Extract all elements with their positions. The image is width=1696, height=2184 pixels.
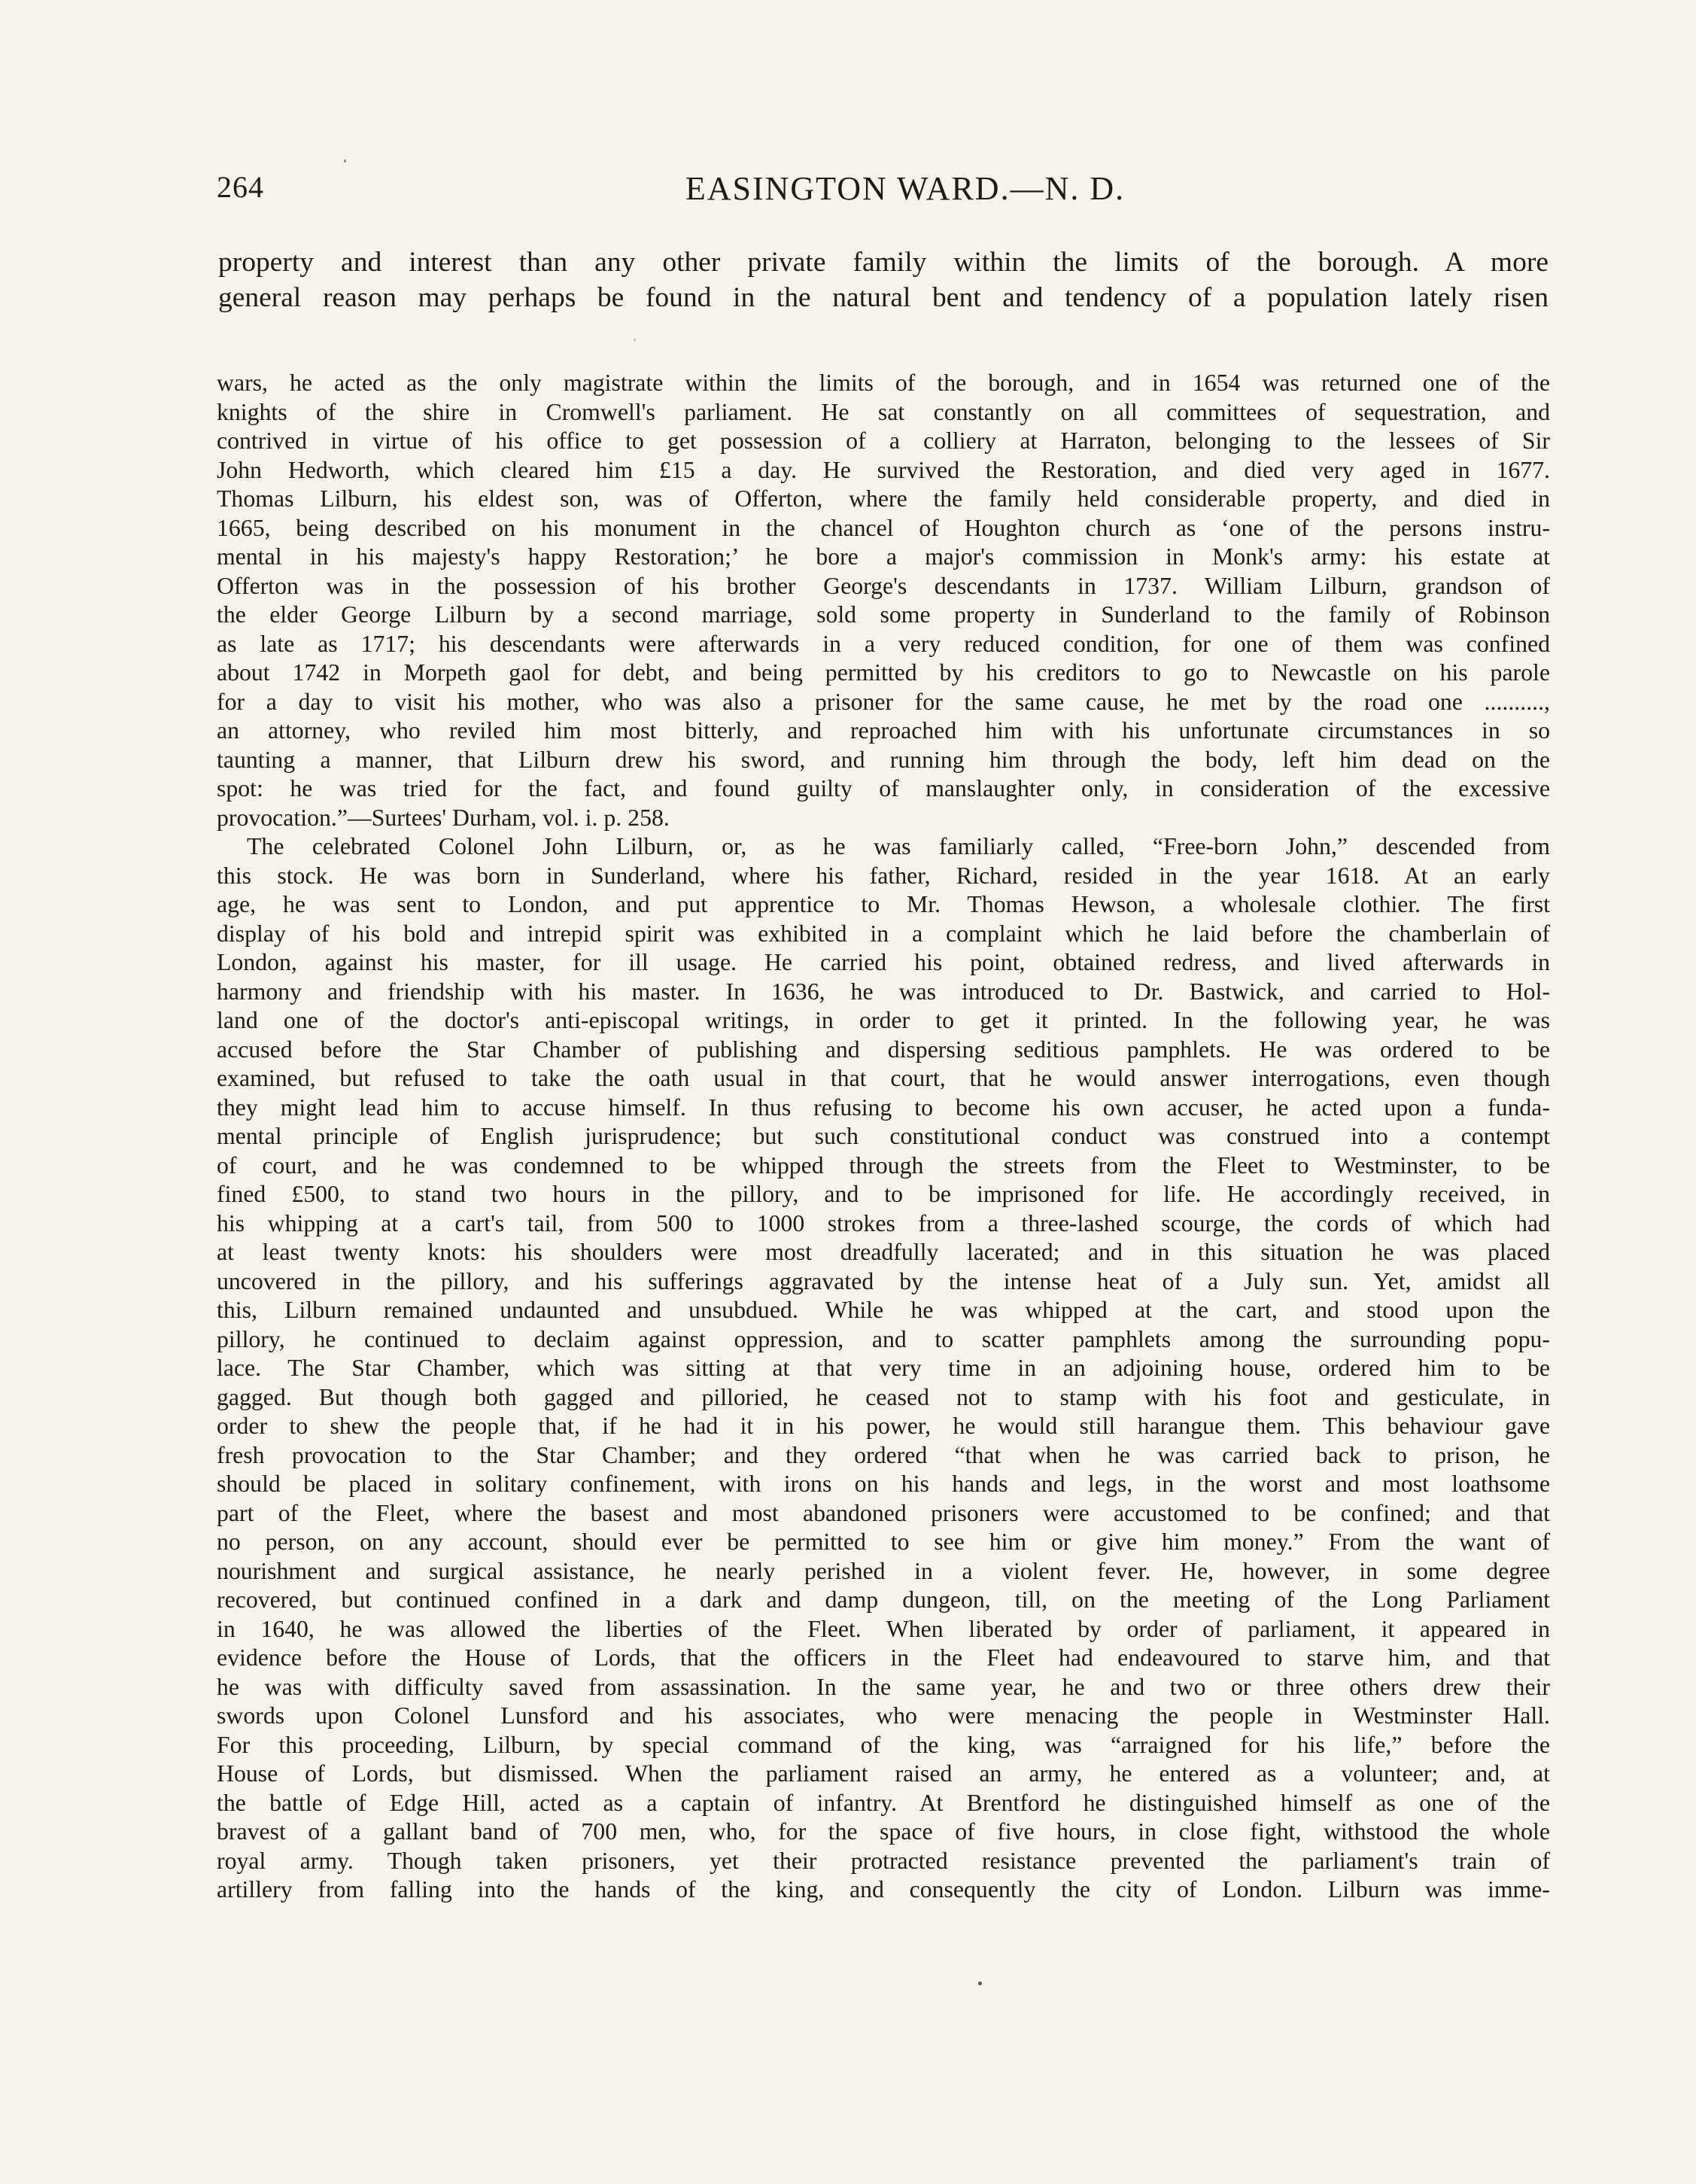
text-line: mental in his majesty's happy Restoration;’ he bore a major's commission in Monk's army: his estate at [217,543,1550,570]
text-line: as late as 1717; his descendants were afterwards in a very reduced condition, for one of them was confined [217,630,1550,657]
text-line: they might lead him to accuse himself. In thus refusing to become his own accuser, he acted upon a funda- [217,1094,1550,1121]
text-line: House of Lords, but dismissed. When the parliament raised an army, he entered as a volunteer; and, at [217,1760,1550,1787]
text-line: contrived in virtue of his office to get possession of a colliery at Harraton, belonging to the lessees of Sir [217,427,1550,454]
page-header [217,169,1549,214]
text-line: 1665, being described on his monument in the chancel of Houghton church as ‘one of the persons instru- [217,514,1550,541]
text-line: John Hedworth, which cleared him £15 a day. He survived the Restoration, and died very aged in 1677. [217,456,1550,483]
text-line: display of his bold and intrepid spirit was exhibited in a complaint which he laid before the chamberlain of [217,920,1550,947]
ink-speck [978,1982,982,1985]
text-line: uncovered in the pillory, and his sufferings aggravated by the intense heat of a July sun. Yet, amidst all [217,1267,1550,1294]
text-line: Offerton was in the possession of his brother George's descendants in 1737. William Lilburn, grandson of [217,572,1550,599]
text-line: the battle of Edge Hill, acted as a captain of infantry. At Brentford he distinguished himself as one of the [217,1789,1550,1816]
text-line: spot: he was tried for the fact, and found guilty of manslaughter only, in consideration of the excessive [217,775,1550,802]
text-line: knights of the shire in Cromwell's parliament. He sat constantly on all committees of sequestration, and [217,398,1550,425]
footnote-paragraph-1 [217,369,1550,832]
text-line: no person, on any account, should ever be permitted to see him or give him money.” From the want of [217,1528,1550,1555]
text-line: nourishment and surgical assistance, he nearly perished in a violent fever. He, however, in some degree [217,1557,1550,1584]
text-line: general reason may perhaps be found in the natural bent and tendency of a population lately risen [218,282,1549,313]
text-line: The celebrated Colonel John Lilburn, or, as he was familiarly called, “Free-born John,” descended from [247,833,1550,859]
text-line: the elder George Lilburn by a second marriage, sold some property in Sunderland to the family of Robinson [217,601,1550,628]
text-line: swords upon Colonel Lunsford and his associates, who were menacing the people in Westminster Hall. [217,1702,1550,1729]
text-line: order to shew the people that, if he had it in his power, he would still harangue them. This behaviour gave [217,1413,1550,1439]
text-line: wars, he acted as the only magistrate within the limits of the borough, and in 1654 was returned one of the [217,370,1550,396]
text-line: an attorney, who reviled him most bitterly, and reproached him with his unfortunate circumstances in so [217,717,1550,744]
text-line: royal army. Though taken prisoners, yet their protracted resistance prevented the parliament's train of [217,1847,1550,1874]
section-divider-mark [634,339,636,341]
text-line: lace. The Star Chamber, which was sitting at that very time in an adjoining house, ordered him to be [217,1355,1550,1381]
text-line: of court, and he was condemned to be whipped through the streets from the Fleet to Westminster, to be [217,1151,1550,1179]
text-line: should be placed in solitary confinement, with irons on his hands and legs, in the worst and most loathsome [217,1471,1550,1497]
text-line: evidence before the House of Lords, that the officers in the Fleet had endeavoured to starve him, and that [217,1644,1550,1671]
text-line: For this proceeding, Lilburn, by special command of the king, was “arraigned for his life,” before the [217,1731,1550,1758]
text-line: fined £500, to stand two hours in the pillory, and to be imprisoned for life. He accordingly received, in [217,1181,1550,1207]
page-number: 264 [217,170,264,204]
text-line: this, Lilburn remained undaunted and unsubdued. While he was whipped at the cart, and stood upon the [217,1297,1550,1323]
text-line: accused before the Star Chamber of publishing and dispersing seditious pamphlets. He was ordered to be [217,1036,1550,1063]
text-line: part of the Fleet, where the basest and most abandoned prisoners were accustomed to be confined; and that [217,1499,1550,1526]
text-line: for a day to visit his mother, who was also a prisoner for the same cause, he met by the road one .........., [217,688,1550,715]
text-line: harmony and friendship with his master. In 1636, he was introduced to Dr. Bastwick, and carried to Hol- [217,978,1550,1005]
text-line: his whipping at a cart's tail, from 500 to 1000 strokes from a three-lashed scourge, the cords of which had [217,1209,1550,1236]
text-line: pillory, he continued to declaim against oppression, and to scatter pamphlets among the surrounding popu- [217,1325,1550,1352]
text-line: he was with difficulty saved from assassination. In the same year, he and two or three others drew their [217,1673,1550,1700]
text-line: land one of the doctor's anti-episcopal writings, in order to get it printed. In the following year, he was [217,1007,1550,1033]
main-text-block [218,245,1549,315]
text-line: London, against his master, for ill usage. He carried his point, obtained redress, and lived afterwards in [217,949,1550,975]
text-line: at least twenty knots: his shoulders were most dreadfully lacerated; and in this situation he was placed [217,1239,1550,1265]
text-line: mental principle of English jurisprudence; but such constitutional conduct was construed into a contempt [217,1123,1550,1149]
text-line: fresh provocation to the Star Chamber; and they ordered “that when he was carried back to prison, he [217,1441,1550,1468]
footnote-block [217,369,1550,1905]
text-line: Thomas Lilburn, his eldest son, was of Offerton, where the family held considerable property, and died in [217,485,1550,512]
text-line: taunting a manner, that Lilburn drew his sword, and running him through the body, left him dead on the [217,746,1550,773]
text-line: examined, but refused to take the oath usual in that court, that he would answer interrogations, even though [217,1065,1550,1091]
text-line: provocation.”—Surtees' Durham, vol. i. p. 258. [217,804,670,831]
footnote-paragraph-2 [217,832,1550,1905]
text-line: recovered, but continued confined in a dark and damp dungeon, till, on the meeting of the Long Parliament [217,1586,1550,1613]
text-line: gagged. But though both gagged and pilloried, he ceased not to stamp with his foot and gesticulate, in [217,1383,1550,1410]
text-line: bravest of a gallant band of 700 men, who, for the space of five hours, in close fight, withstood the whole [217,1818,1550,1845]
text-line: age, he was sent to London, and put apprentice to Mr. Thomas Hewson, a wholesale clothier. The first [217,891,1550,917]
text-line: artillery from falling into the hands of the king, and consequently the city of London. Lilburn was imme- [217,1876,1550,1903]
text-line: property and interest than any other private family within the limits of the borough. A more [218,247,1549,278]
text-line: about 1742 in Morpeth gaol for debt, and being permitted by his creditors to go to Newcastle on his parole [217,659,1550,686]
ink-speck [344,160,346,163]
text-line: this stock. He was born in Sunderland, where his father, Richard, resided in the year 1618. At an early [217,862,1550,889]
text-line: in 1640, he was allowed the liberties of the Fleet. When liberated by order of parliament, it appeared in [217,1615,1550,1642]
running-title: EASINGTON WARD.—N. D. [685,170,1126,207]
